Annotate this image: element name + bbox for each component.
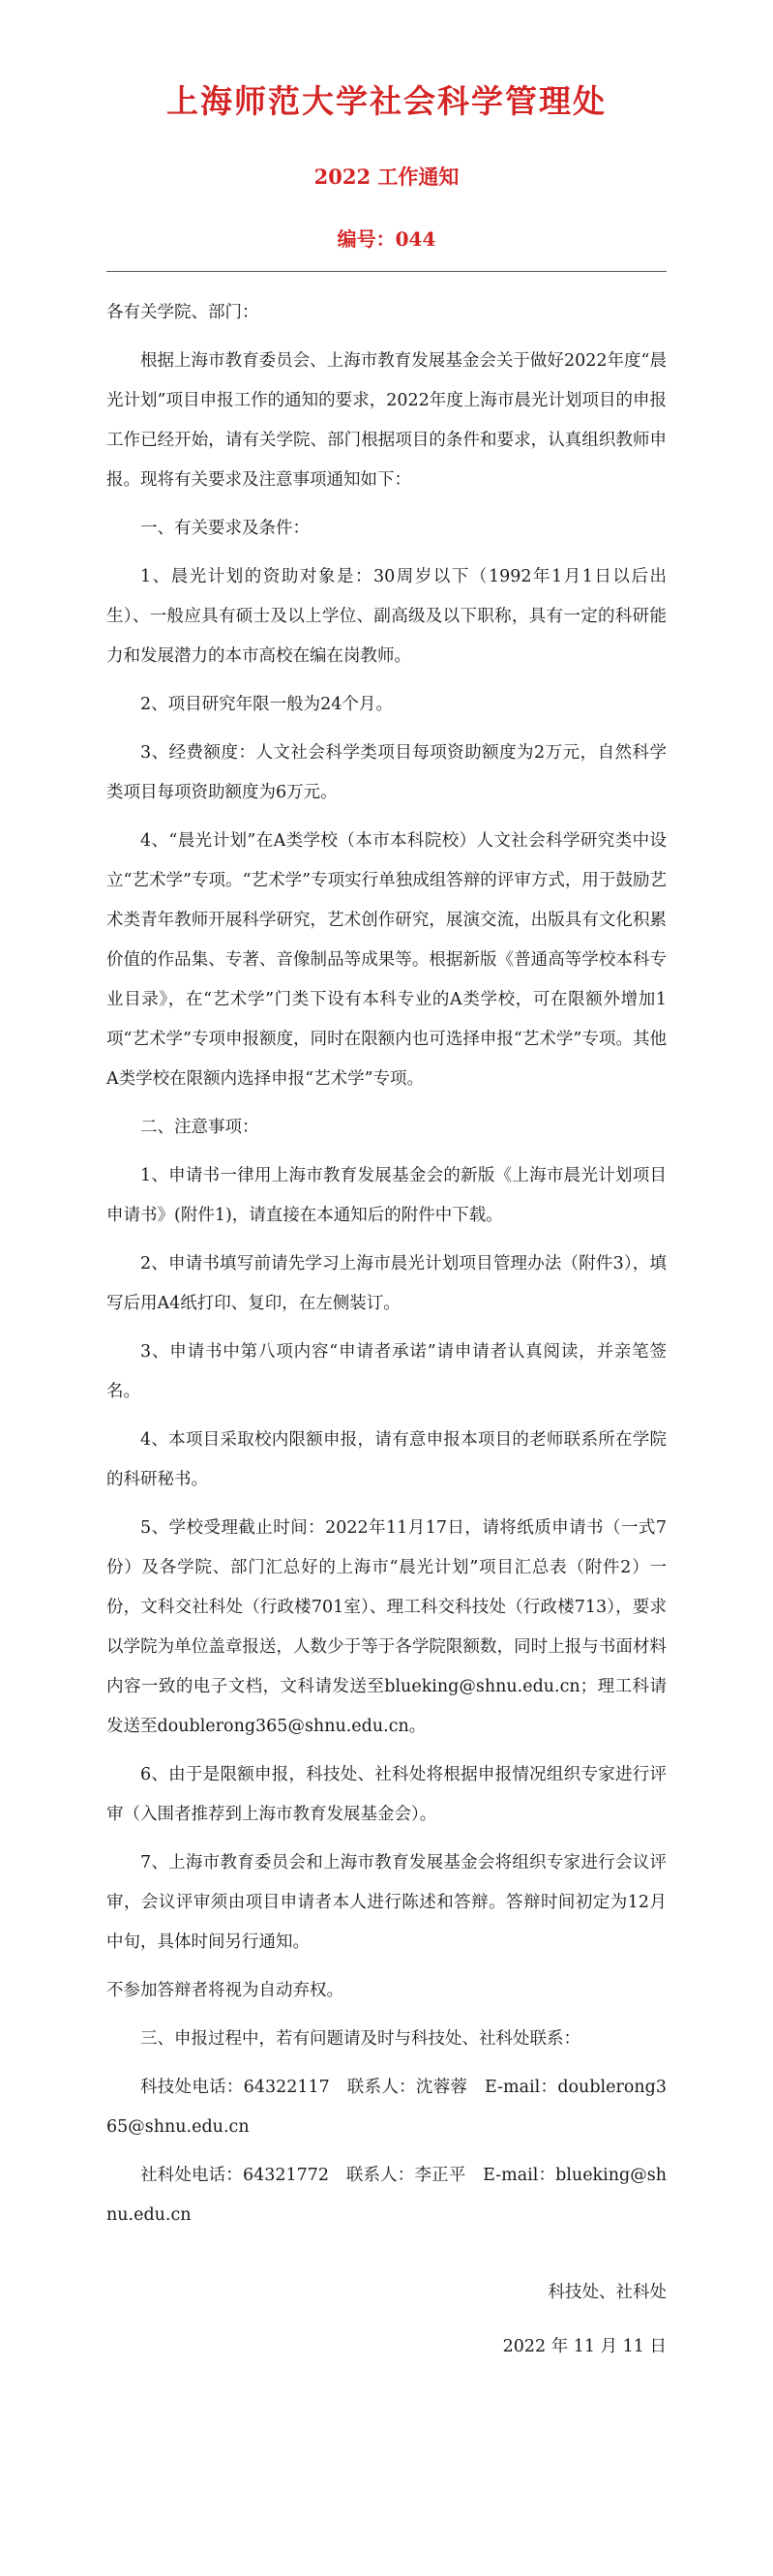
requirement-item: 3、经费额度：人文社会科学类项目每项资助额度为2万元，自然科学类项目每项资助额度为6万元。 (106, 743, 667, 802)
intro-paragraph: 根据上海市教育委员会、上海市教育发展基金会关于做好2022年度“晨光计划”项目申报工作的通知的要求，2022年度上海市晨光计划项目的申报工作已经开始，请有关学院、部门根据项目的条件和要求，认真组织教师申报。现将有关要求及注意事项通知如下： (106, 351, 667, 490)
salutation: 各有关学院、部门： (106, 303, 259, 322)
requirement-item: 4、“晨光计划”在A类学校（本市本科院校）人文社会科学研究类中设立“艺术学”专项。“艺术学”专项实行单独成组答辩的评审方式，用于鼓励艺术类青年教师开展科学研究，艺术创作研究，展演交流，出版具有文化积累价值的作品集、专著、音像制品等成果等。根据新版《普通高等学校本科专业目录》，在“艺术学”门类下设有本科专业的A类学校，可在限额外增加1项“艺术学”专项申报额度，同时在限额内也可选择申报“艺术学”专项。其他A类学校在限额内选择申报“艺术学”专项。 (106, 831, 667, 1089)
note-item: 4、本项目采取校内限额申报，请有意申报本项目的老师联系所在学院的科研秘书。 (106, 1430, 667, 1489)
note-item: 1、申请书一律用上海市教育发展基金会的新版《上海市晨光计划项目申请书》(附件1)，请直接在本通知后的附件中下载。 (106, 1166, 667, 1225)
notice-subtitle: 2022 工作通知 (313, 165, 460, 189)
header-divider (106, 271, 667, 272)
note-item: 3、申请书中第八项内容“申请者承诺”请申请者认真阅读，并亲笔签名。 (106, 1342, 667, 1401)
notice-body (106, 293, 667, 2235)
section-heading-contact: 三、申报过程中，若有问题请及时与科技处、社科处联系： (140, 2029, 580, 2049)
note-item: 6、由于是限额申报，科技处、社科处将根据申报情况组织专家进行评审（入围者推荐到上海市教育发展基金会）。 (106, 1765, 667, 1824)
issuer: 科技处、社科处 (548, 2283, 667, 2302)
note-continuation: 不参加答辩者将视为自动弃权。 (106, 1981, 343, 2000)
issue-date: 2022 年 11 月 11 日 (502, 2337, 667, 2356)
note-item: 5、学校受理截止时间：2022年11月17日，请将纸质申请书（一式7份）及各学院、部门汇总好的上海市“晨光计划”项目汇总表（附件2）一份，文科交社科处（行政楼701室）、理工科交科技处（行政楼713），要求以学院为单位盖章报送，人数少于等于各学院限额数，同时上报与书面材料内容一致的电子文档，文科请发送至blueking@shnu.edu.cn；理工科请发送至doublerong365@shnu.edu.cn。 (106, 1518, 667, 1736)
section-heading-notes: 二、注意事项： (140, 1118, 259, 1137)
contact-social-science-office: 社科处电话：64321772 联系人：李正平 E-mail：blueking@shnu.edu.cn (106, 2166, 667, 2225)
contact-science-office: 科技处电话：64322117 联系人：沈蓉蓉 E-mail：doublerong365@shnu.edu.cn (106, 2078, 667, 2137)
document-number: 编号：044 (337, 227, 436, 251)
requirement-item: 1、晨光计划的资助对象是：30周岁以下（1992年1月1日以后出生）、一般应具有硕士及以上学位、副高级及以下职称，具有一定的科研能力和发展潜力的本市高校在编在岗教师。 (106, 567, 667, 666)
note-item: 7、上海市教育委员会和上海市教育发展基金会将组织专家进行会议评审，会议评审须由项目申请者本人进行陈述和答辩。答辩时间初定为12月中旬，具体时间另行通知。 (106, 1853, 667, 1952)
note-item: 2、申请书填写前请先学习上海市晨光计划项目管理办法（附件3），填写后用A4纸打印、复印，在左侧装订。 (106, 1254, 667, 1313)
signature-block (106, 2274, 667, 2365)
office-title: 上海师范大学社会科学管理处 (166, 82, 607, 120)
section-heading-requirements: 一、有关要求及条件： (140, 519, 310, 538)
requirement-item: 2、项目研究年限一般为24个月。 (140, 695, 393, 714)
